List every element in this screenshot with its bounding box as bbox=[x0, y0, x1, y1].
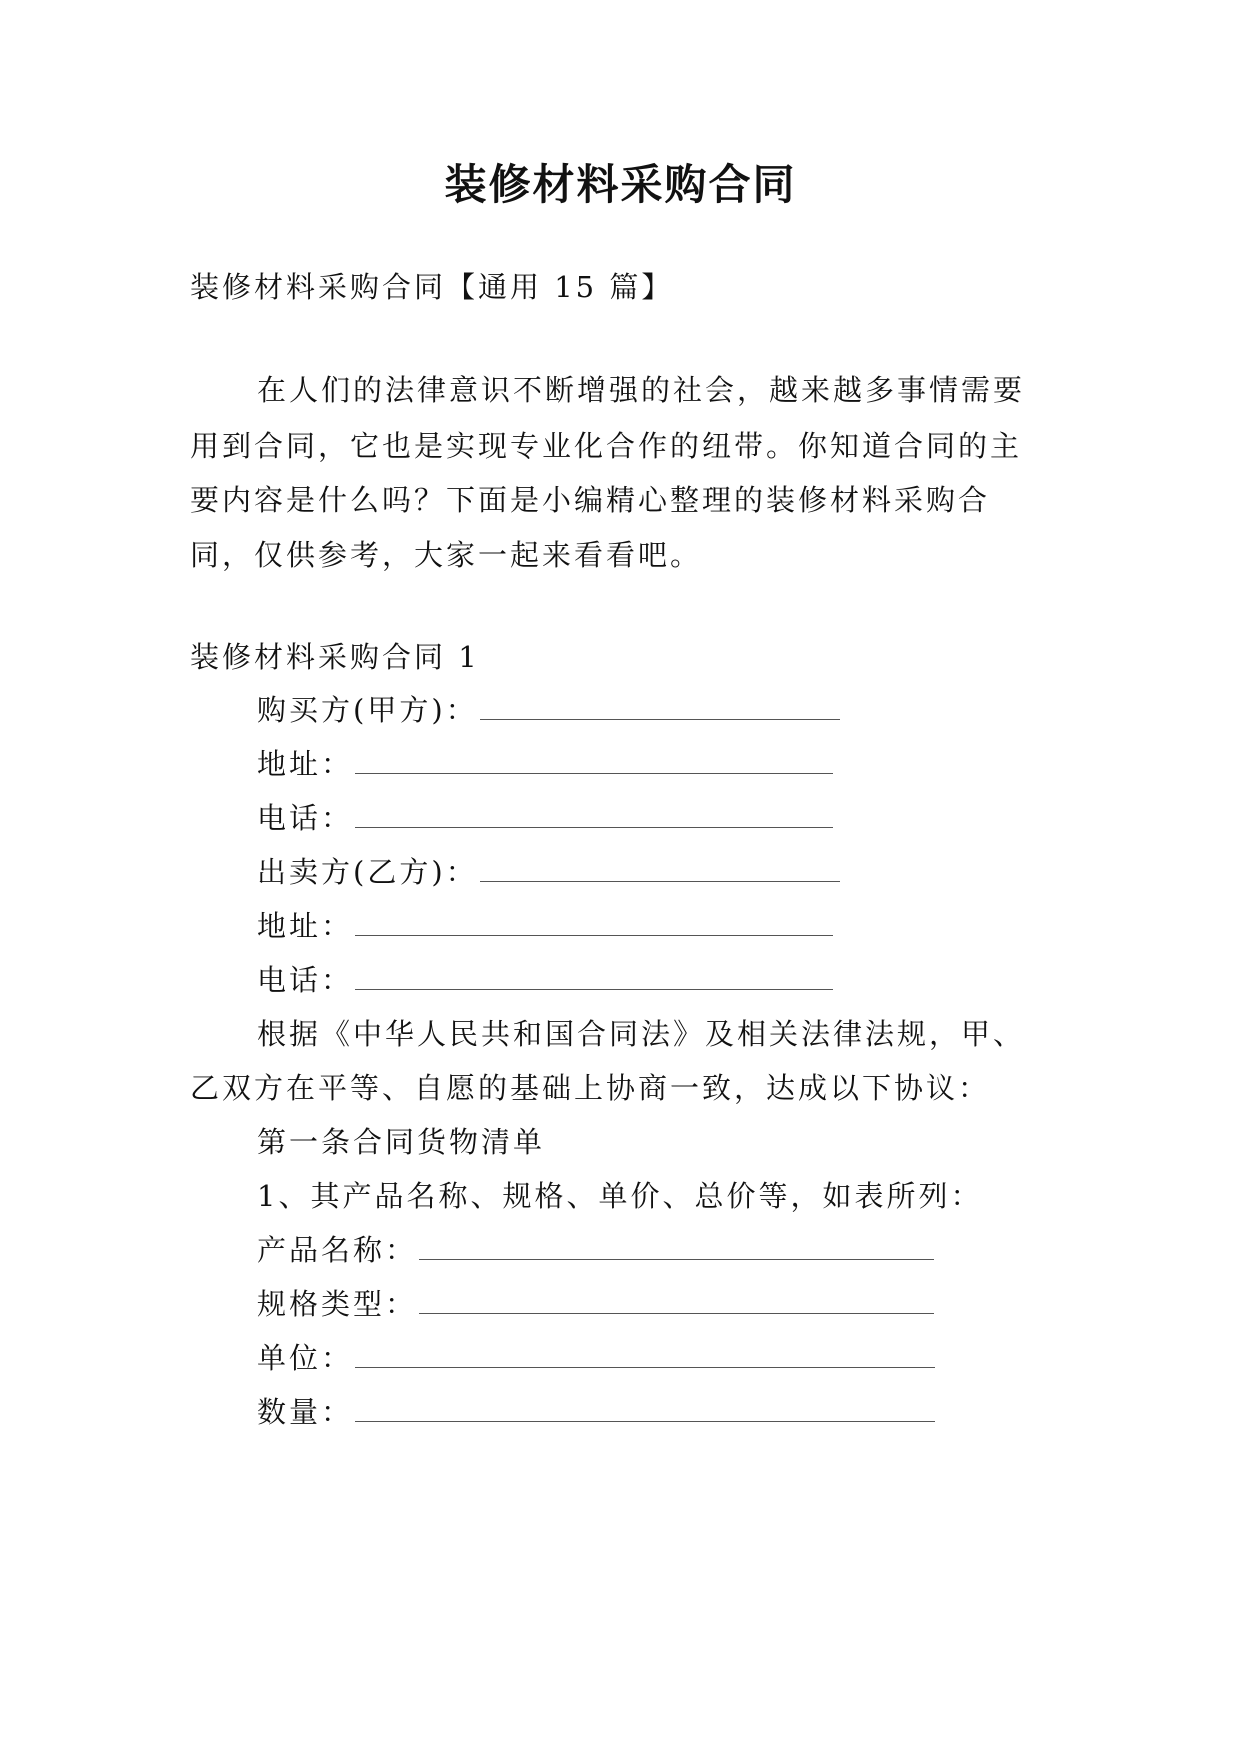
seller-phone-field bbox=[257, 958, 833, 999]
buyer-blank[interactable] bbox=[480, 693, 840, 720]
buyer-phone-label: 电话： bbox=[257, 801, 354, 835]
buyer-address-blank[interactable] bbox=[355, 747, 833, 774]
document-title: 装修材料采购合同 bbox=[444, 160, 797, 209]
agreement-line-1: 根据《中华人民共和国合同法》及相关法律法规，甲、 bbox=[257, 1017, 1026, 1051]
intro-line-1: 在人们的法律意识不断增强的社会，越来越多事情需要 bbox=[257, 373, 1026, 407]
document-subtitle: 装修材料采购合同【通用 15 篇】 bbox=[190, 270, 674, 304]
product-quantity-label: 数量： bbox=[257, 1395, 354, 1429]
seller-phone-blank[interactable] bbox=[355, 963, 833, 990]
product-quantity-field bbox=[257, 1390, 935, 1431]
product-unit-blank[interactable] bbox=[355, 1341, 935, 1368]
buyer-address-field bbox=[257, 742, 833, 783]
product-spec-blank[interactable] bbox=[419, 1287, 934, 1314]
buyer-label: 购买方(甲方)： bbox=[257, 693, 478, 727]
product-spec-label: 规格类型： bbox=[257, 1287, 418, 1321]
seller-field bbox=[257, 850, 840, 891]
product-name-field bbox=[257, 1228, 934, 1269]
seller-phone-label: 电话： bbox=[257, 963, 354, 997]
seller-address-blank[interactable] bbox=[355, 909, 833, 936]
seller-label: 出卖方(乙方)： bbox=[257, 855, 478, 889]
seller-address-label: 地址： bbox=[257, 909, 354, 943]
buyer-phone-field bbox=[257, 796, 833, 837]
intro-line-2: 用到合同，它也是实现专业化合作的纽带。你知道合同的主 bbox=[190, 429, 1023, 463]
buyer-phone-blank[interactable] bbox=[355, 801, 833, 828]
product-unit-label: 单位： bbox=[257, 1341, 354, 1375]
product-unit-field bbox=[257, 1336, 935, 1377]
product-name-label: 产品名称： bbox=[257, 1233, 418, 1267]
product-name-blank[interactable] bbox=[419, 1233, 934, 1260]
buyer-address-label: 地址： bbox=[257, 747, 354, 781]
seller-address-field bbox=[257, 904, 833, 945]
intro-line-3: 要内容是什么吗？下面是小编精心整理的装修材料采购合 bbox=[190, 483, 991, 517]
seller-blank[interactable] bbox=[480, 855, 840, 882]
buyer-field bbox=[257, 688, 840, 729]
product-quantity-blank[interactable] bbox=[355, 1395, 935, 1422]
product-spec-field bbox=[257, 1282, 934, 1323]
section-heading: 装修材料采购合同 1 bbox=[190, 640, 480, 674]
intro-line-4: 同，仅供参考，大家一起来看看吧。 bbox=[190, 538, 703, 572]
article-1-heading: 第一条合同货物清单 bbox=[257, 1125, 546, 1159]
agreement-line-2: 乙双方在平等、自愿的基础上协商一致，达成以下协议： bbox=[190, 1071, 991, 1105]
item-1-text: 1、其产品名称、规格、单价、总价等，如表所列： bbox=[257, 1179, 983, 1213]
